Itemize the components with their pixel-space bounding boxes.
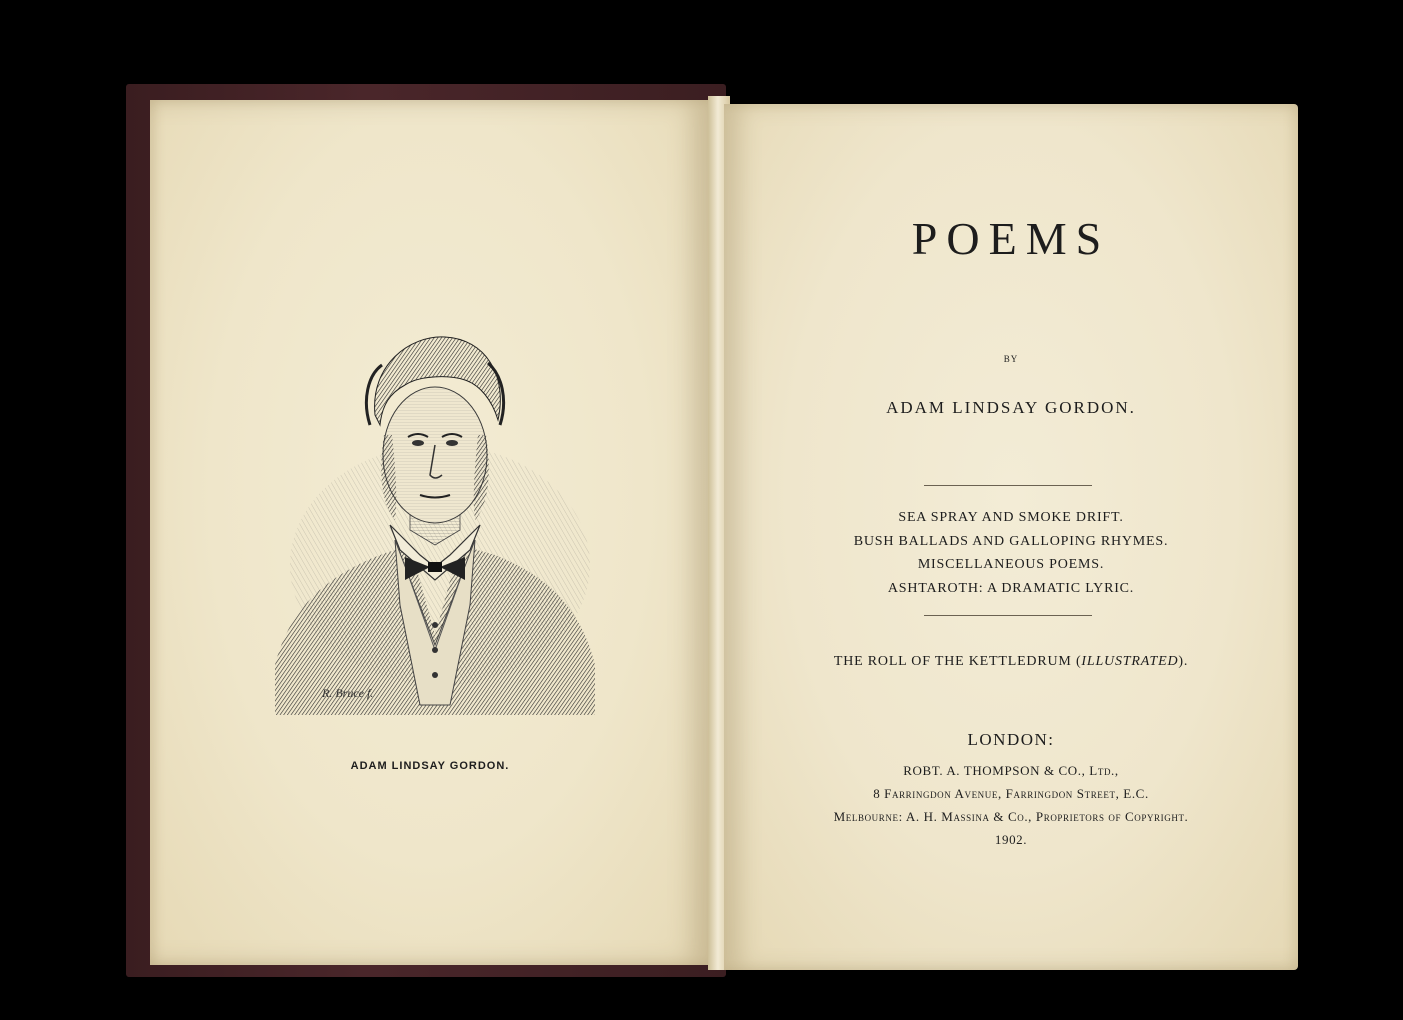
melbourne-line: Melbourne: A. H. Massina & Co., Proprietors of Copyright. — [833, 809, 1189, 824]
book-title: POEMS — [911, 213, 1111, 264]
work-item: BUSH BALLADS AND GALLOPING RHYMES. — [853, 533, 1169, 549]
publisher-name: ROBT. A. THOMPSON & CO., Ltd., — [903, 763, 1119, 778]
kettledrum-text: THE ROLL OF THE KETTLEDRUM ( — [833, 654, 1082, 669]
engraver-signature: R. Bruce f. — [322, 686, 374, 700]
by-line: BY — [1003, 354, 1019, 364]
publication-year: 1902. — [994, 832, 1028, 847]
top-rule — [924, 485, 1092, 486]
frontispiece-page — [150, 100, 710, 965]
imprint-block — [724, 759, 1298, 851]
work-item: MISCELLANEOUS POEMS. — [917, 557, 1105, 572]
publisher-address: 8 Farringdon Avenue, Farringdon Street, E.C. — [873, 786, 1149, 801]
author-portrait-engraving — [270, 305, 600, 715]
kettledrum-line — [724, 654, 1298, 670]
author-name: ADAM LINDSAY GORDON. — [886, 398, 1136, 417]
imprint-city: LONDON: — [967, 730, 1055, 749]
kettledrum-illustrated: ILLUSTRATED — [1081, 654, 1179, 669]
works-list — [724, 506, 1298, 600]
work-item: SEA SPRAY AND SMOKE DRIFT. — [898, 510, 1124, 525]
work-item: ASHTAROTH: A DRAMATIC LYRIC. — [887, 580, 1135, 596]
portrait-caption: ADAM LINDSAY GORDON. — [350, 760, 510, 772]
kettledrum-end: ). — [1178, 654, 1189, 669]
bottom-rule — [924, 615, 1092, 616]
title-page — [724, 104, 1298, 970]
